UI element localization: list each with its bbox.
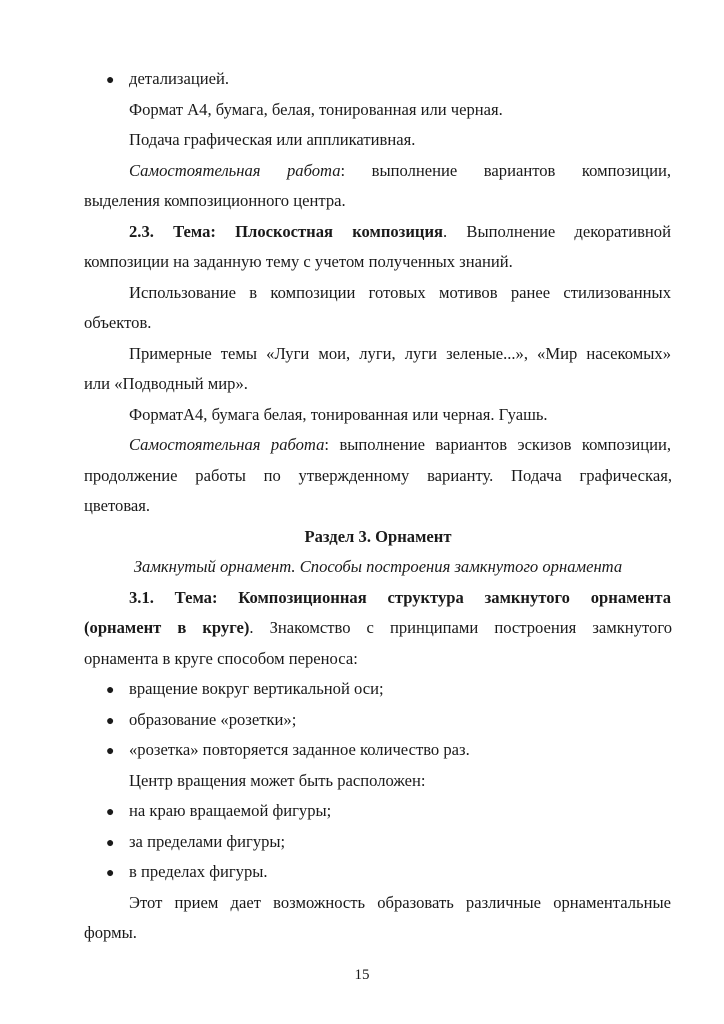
list-item-text: за пределами фигуры; [129, 832, 286, 851]
list-item [106, 740, 470, 762]
list-item-text: в пределах фигуры. [129, 862, 268, 881]
list-item-text: детализацией. [129, 69, 230, 88]
bullet-icon: ● [106, 744, 115, 759]
page-number: 15 [354, 967, 370, 983]
list-item [106, 801, 331, 823]
bullet-icon: ● [106, 805, 115, 820]
paragraph-format: Формат А4, бумага, белая, тонированная или черная. [129, 100, 503, 119]
paragraph-line: продолжение работы по утвержденному варианту. Подача графическая, [84, 466, 672, 485]
paragraph-line: композиции на заданную тему с учетом полученных знаний. [84, 252, 513, 271]
paragraph-line: орнамента в круге способом переноса: [84, 649, 358, 668]
paragraph-line: объектов. [84, 313, 152, 332]
italic-label: Самостоятельная работа [129, 435, 325, 454]
section-subtitle: Замкнутый орнамент. Способы построения замкнутого орнамента [133, 557, 623, 576]
paragraph-line: формы. [84, 923, 137, 942]
paragraph-format: ФорматА4, бумага белая, тонированная или черная. Гуашь. [129, 405, 548, 424]
section-title: Раздел 3. Орнамент [304, 527, 452, 546]
topic-2-3-heading [129, 222, 671, 242]
topic-3-1-heading: 3.1. Тема: Композиционная структура замкнутого орнамента [129, 588, 671, 607]
paragraph-rotation-center: Центр вращения может быть расположен: [129, 771, 426, 790]
list-item-text: на краю вращаемой фигуры; [129, 801, 332, 820]
list-item [106, 862, 268, 884]
paragraph-text: . Выполнение декоративной [443, 222, 671, 241]
paragraph-line: цветовая. [84, 496, 151, 515]
list-item [106, 69, 229, 91]
paragraph-themes: Примерные темы «Луги мои, луги, луги зеленые...», «Мир насекомых» [129, 344, 671, 363]
paragraph-independent-work [129, 435, 671, 455]
paragraph-text: . Знакомство с принципами построения замкнутого [249, 618, 673, 637]
paragraph-line: или «Подводный мир». [84, 374, 248, 393]
bullet-icon: ● [106, 73, 115, 88]
paragraph-text: выполнение вариантов композиции, [371, 161, 671, 180]
paragraph-line [84, 618, 672, 638]
paragraph-line: Использование в композиции готовых мотивов ранее стилизованных [129, 283, 671, 302]
paragraph-text: : выполнение вариантов эскизов композиции, [324, 435, 671, 454]
colon: : [340, 161, 346, 180]
topic-title: (орнамент в круге) [84, 618, 250, 637]
list-item-text: «розетка» повторяется заданное количество раз. [129, 740, 470, 759]
paragraph-submission: Подача графическая или аппликативная. [129, 130, 416, 149]
italic-label: Самостоятельная работа [129, 161, 341, 180]
paragraph-line: выделения композиционного центра. [84, 191, 346, 210]
list-item [106, 679, 384, 701]
paragraph-independent-work [129, 161, 671, 181]
bullet-icon: ● [106, 866, 115, 881]
bullet-icon: ● [106, 683, 115, 698]
list-item [106, 710, 296, 732]
topic-title: 2.3. Тема: Плоскостная композиция [129, 222, 444, 241]
bullet-icon: ● [106, 836, 115, 851]
list-item-text: вращение вокруг вертикальной оси; [129, 679, 384, 698]
paragraph-line: Этот прием дает возможность образовать различные орнаментальные [129, 893, 671, 912]
bullet-icon: ● [106, 714, 115, 729]
list-item [106, 832, 285, 854]
list-item-text: образование «розетки»; [129, 710, 297, 729]
